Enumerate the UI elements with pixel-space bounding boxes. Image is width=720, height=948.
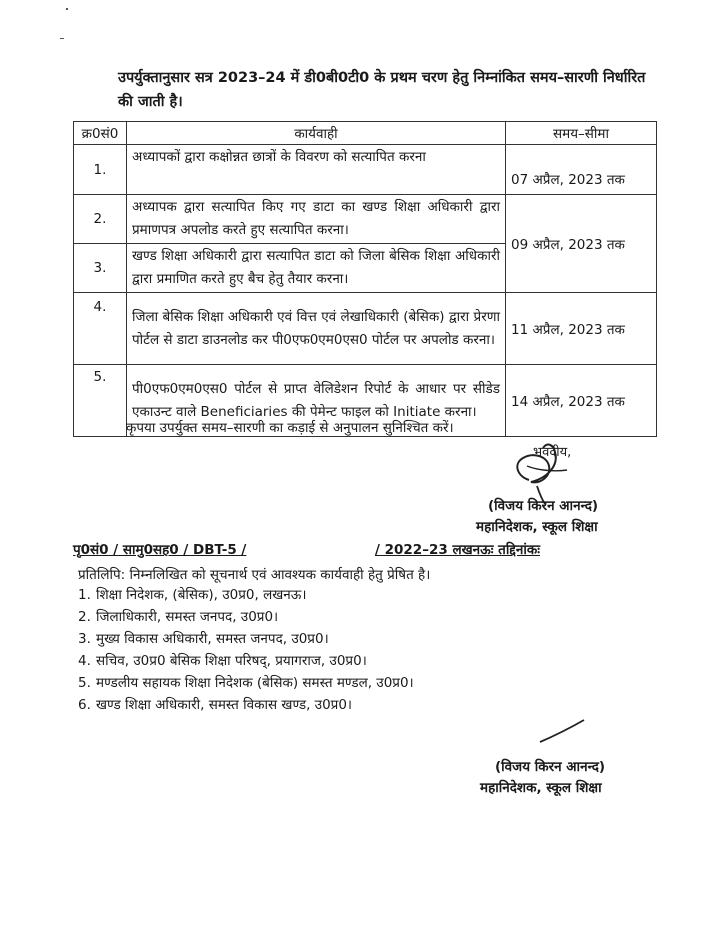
list-item-number: 5. bbox=[78, 675, 91, 691]
header-action: कार्यवाही bbox=[127, 122, 506, 145]
list-item-number: 2. bbox=[78, 609, 91, 625]
row-serial: 1. bbox=[74, 145, 127, 195]
list-item bbox=[78, 672, 414, 694]
list-item-number: 1. bbox=[78, 587, 91, 603]
header-deadline: समय–सीमा bbox=[506, 122, 657, 145]
signatory-title: महानिदेशक, स्कूल शिक्षा bbox=[476, 519, 598, 535]
list-item bbox=[78, 606, 414, 628]
signature-stroke bbox=[538, 716, 588, 746]
list-item bbox=[78, 584, 414, 606]
scan-speck bbox=[60, 38, 64, 39]
schedule-table bbox=[73, 121, 657, 437]
signatory-name: (विजय किरन आनन्द) bbox=[495, 759, 606, 775]
compliance-request: कृपया उपर्युक्त समय–सारणी का कड़ाई से अनुपालन सुनिश्चित करें। bbox=[126, 420, 454, 436]
reference-date: / 2022–23 लखनऊः तद्दिनांकः bbox=[375, 542, 540, 558]
row-action: अध्यापकों द्वारा कक्षोन्नत छात्रों के विवरण को सत्यापित करना bbox=[127, 145, 506, 195]
table-row bbox=[74, 293, 657, 365]
row-serial: 5. bbox=[74, 365, 127, 437]
list-item-text: मुख्य विकास अधिकारी, समस्त जनपद, उ0प्र0। bbox=[96, 631, 329, 647]
list-item-number: 6. bbox=[78, 697, 91, 713]
copy-recipient-list bbox=[78, 584, 414, 716]
closing-salutation: भवदीय, bbox=[533, 445, 572, 460]
row-serial: 3. bbox=[74, 244, 127, 293]
table-row bbox=[74, 145, 657, 195]
list-item bbox=[78, 650, 414, 672]
row-deadline: 09 अप्रैल, 2023 तक bbox=[506, 195, 657, 293]
header-serial: क्र0सं0 bbox=[74, 122, 127, 145]
list-item-number: 4. bbox=[78, 653, 91, 669]
list-item-text: मण्डलीय सहायक शिक्षा निदेशक (बेसिक) समस्त मण्डल, उ0प्र0। bbox=[96, 675, 414, 691]
row-serial: 4. bbox=[74, 293, 127, 365]
list-item bbox=[78, 628, 414, 650]
list-item-text: जिलाधिकारी, समस्त जनपद, उ0प्र0। bbox=[96, 609, 279, 625]
row-deadline: 07 अप्रैल, 2023 तक bbox=[506, 145, 657, 195]
row-action: जिला बेसिक शिक्षा अधिकारी एवं वित्त एवं लेखाधिकारी (बेसिक) द्वारा प्रेरणा पोर्टल से डाटा डाउनलोड कर पी0एफ0एम0एस0 पोर्टल पर अपलोड करना। bbox=[127, 293, 506, 365]
signatory-name: (विजय किरन आनन्द) bbox=[488, 498, 599, 514]
list-item-number: 3. bbox=[78, 631, 91, 647]
reference-number: पृ0सं0 / सामु0सह0 / DBT-5 / bbox=[73, 542, 247, 558]
list-item-text: खण्ड शिक्षा अधिकारी, समस्त विकास खण्ड, उ0प्र0। bbox=[96, 697, 353, 713]
row-deadline: 14 अप्रैल, 2023 तक bbox=[506, 365, 657, 437]
table-header-row bbox=[74, 122, 657, 145]
row-action: अध्यापक द्वारा सत्यापित किए गए डाटा का खण्ड शिक्षा अधिकारी द्वारा प्रमाणपत्र अपलोड करते हुए सत्यापित करना। bbox=[127, 195, 506, 244]
scan-speck bbox=[66, 8, 68, 10]
row-action: खण्ड शिक्षा अधिकारी द्वारा सत्यापित डाटा को जिला बेसिक शिक्षा अधिकारी द्वारा प्रमाणित करते हुए बैच हेतु तैयार करना। bbox=[127, 244, 506, 293]
row-deadline: 11 अप्रैल, 2023 तक bbox=[506, 293, 657, 365]
reference-line bbox=[73, 540, 583, 560]
list-item-text: शिक्षा निदेशक, (बेसिक), उ0प्र0, लखनऊ। bbox=[96, 587, 307, 603]
row-action: पी0एफ0एम0एस0 पोर्टल से प्राप्त वेलिडेशन रिपोर्ट के आधार पर सीडेड एकाउन्ट वाले Beneficiaries की पेमेन्ट फाइल को Initiate करना। bbox=[127, 365, 506, 437]
list-item bbox=[78, 694, 414, 716]
intro-paragraph: उपर्युक्तानुसार सत्र 2023–24 में डी0बी0टी0 के प्रथम चरण हेतु निम्नांकित समय–सारणी निर्धारित की जाती है। bbox=[118, 70, 646, 110]
table-row bbox=[74, 195, 657, 244]
row-serial: 2. bbox=[74, 195, 127, 244]
copy-intro: प्रतिलिपि: निम्नलिखित को सूचनार्थ एवं आवश्यक कार्यवाही हेतु प्रेषित है। bbox=[78, 567, 431, 583]
list-item-text: सचिव, उ0प्र0 बेसिक शिक्षा परिषद्, प्रयागराज, उ0प्र0। bbox=[96, 653, 367, 669]
signatory-title: महानिदेशक, स्कूल शिक्षा bbox=[480, 780, 602, 796]
